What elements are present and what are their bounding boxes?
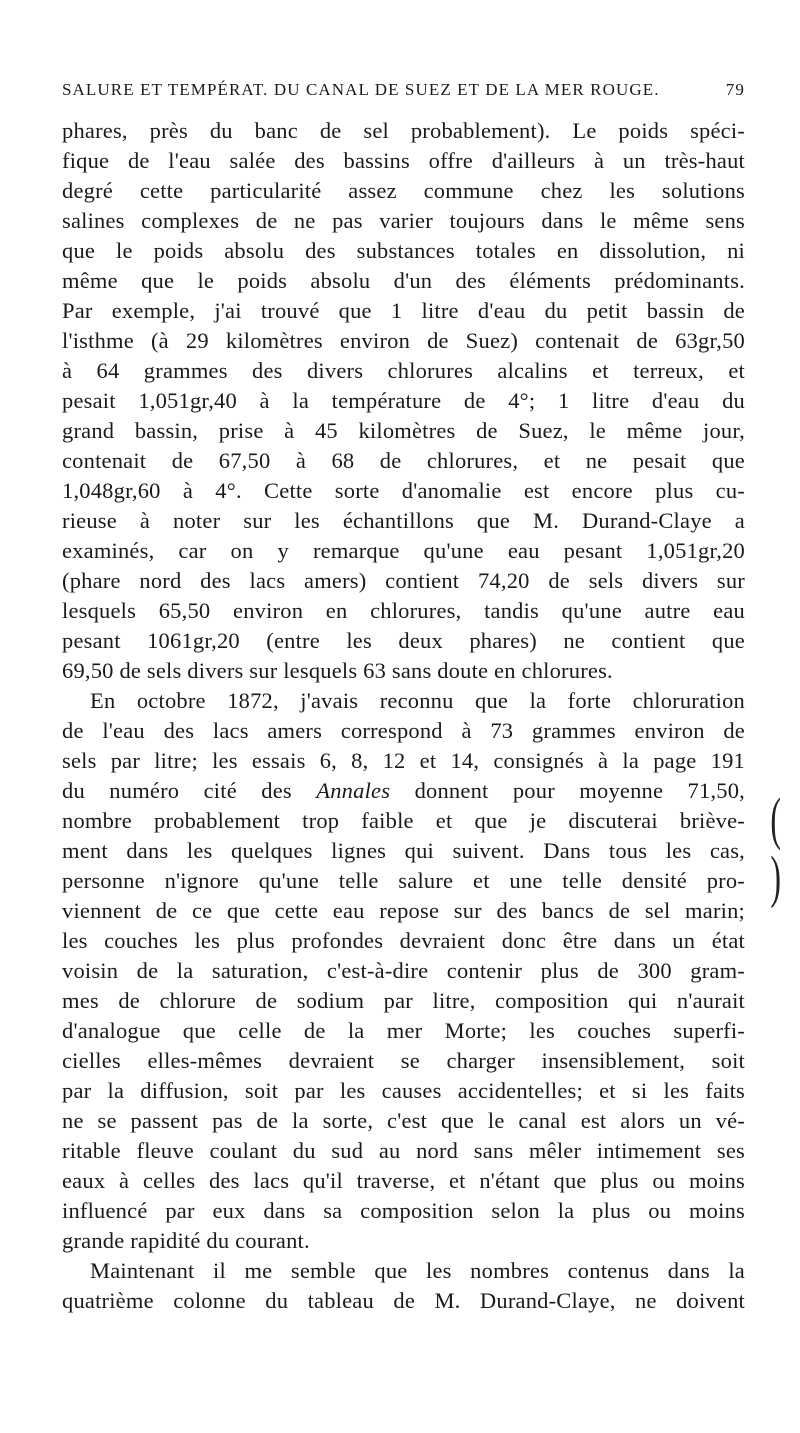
text-line: à 64 grammes des divers chlorures alcalins et terreux, et (62, 358, 745, 383)
margin-bracket-right: ) (770, 844, 781, 909)
text-line: viennent de ce que cette eau repose sur des bancs de sel marin; (62, 898, 745, 923)
text-line: nombre probablement trop faible et que je discuterai briève- (62, 808, 745, 833)
text-line: de l'eau des lacs amers correspond à 73 grammes environ de (62, 718, 745, 743)
text-line: par la diffusion, soit par les causes accidentelles; et si les faits (62, 1078, 745, 1103)
text-line: ne se passent pas de la sorte, c'est que le canal est alors un vé- (62, 1108, 745, 1133)
text-line: Par exemple, j'ai trouvé que 1 litre d'eau du petit bassin de (62, 298, 745, 323)
text-line: pesait 1,051gr,40 à la température de 4°; 1 litre d'eau du (62, 388, 745, 413)
text-line: En octobre 1872, j'avais reconnu que la forte chloruration (90, 688, 745, 713)
text-line: même que le poids absolu d'un des éléments prédominants. (62, 268, 745, 293)
page-number: 79 (725, 80, 745, 99)
journal-title-italic: Annales (316, 778, 391, 803)
text-line: voisin de la saturation, c'est-à-dire contenir plus de 300 gram- (62, 958, 745, 983)
text-line: 69,50 de sels divers sur lesquels 63 sans doute en chlorures. (62, 658, 613, 683)
text-line: les couches les plus profondes devraient donc être dans un état (62, 928, 745, 953)
text-line: phares, près du banc de sel probablement). Le poids spéci- (62, 118, 745, 143)
text-line: degré cette particularité assez commune chez les solutions (62, 178, 745, 203)
text-line: grande rapidité du courant. (62, 1228, 310, 1253)
text-line: pesant 1061gr,20 (entre les deux phares) ne contient que (62, 628, 745, 653)
text-line: mes de chlorure de sodium par litre, composition qui n'aurait (62, 988, 745, 1013)
text-line: ment dans les quelques lignes qui suivent. Dans tous les cas, (62, 838, 745, 863)
text-line: rieuse à noter sur les échantillons que M. Durand-Claye a (62, 508, 745, 533)
body-text (62, 116, 745, 1316)
text-line: cielles elles-mêmes devraient se charger insensiblement, soit (62, 1048, 745, 1073)
text-line: Maintenant il me semble que les nombres contenus dans la (90, 1258, 745, 1283)
text-line: quatrième colonne du tableau de M. Durand-Claye, ne doivent (62, 1288, 745, 1313)
text-line: d'analogue que celle de la mer Morte; les couches superfi- (62, 1018, 745, 1043)
text-line: fique de l'eau salée des bassins offre d'ailleurs à un très-haut (62, 148, 745, 173)
text-line: 1,048gr,60 à 4°. Cette sorte d'anomalie est encore plus cu- (62, 478, 745, 503)
text-line: examinés, car on y remarque qu'une eau pesant 1,051gr,20 (62, 538, 745, 563)
text-fragment: du numéro cité des (62, 778, 292, 803)
text-line: l'isthme (à 29 kilomètres environ de Suez) contenait de 63gr,50 (62, 328, 745, 353)
text-line-with-italic (62, 776, 745, 806)
text-line: eaux à celles des lacs qu'il traverse, et n'étant que plus ou moins (62, 1168, 745, 1193)
text-line: contenait de 67,50 à 68 de chlorures, et ne pesait que (62, 448, 745, 473)
text-line: influencé par eux dans sa composition selon la plus ou moins (62, 1198, 745, 1223)
text-line: que le poids absolu des substances totales en dissolution, ni (62, 238, 745, 263)
text-line: (phare nord des lacs amers) contient 74,20 de sels divers sur (62, 568, 745, 593)
text-line: grand bassin, prise à 45 kilomètres de Suez, le même jour, (62, 418, 745, 443)
text-line: salines complexes de ne pas varier toujours dans le même sens (62, 208, 745, 233)
text-line: ritable fleuve coulant du sud au nord sans mêler intimement ses (62, 1138, 745, 1163)
text-line: sels par litre; les essais 6, 8, 12 et 14, consignés à la page 191 (62, 748, 745, 773)
text-line: personne n'ignore qu'une telle salure et une telle densité pro- (62, 868, 745, 893)
text-line: lesquels 65,50 environ en chlorures, tandis qu'une autre eau (62, 598, 745, 623)
text-fragment: donnent pour moyenne 71,50, (414, 778, 746, 803)
margin-bracket-left: ( (770, 786, 781, 851)
running-header (62, 80, 745, 100)
running-title: SALURE ET TEMPÉRAT. DU CANAL DE SUEZ ET DE LA MER ROUGE. (62, 80, 660, 99)
